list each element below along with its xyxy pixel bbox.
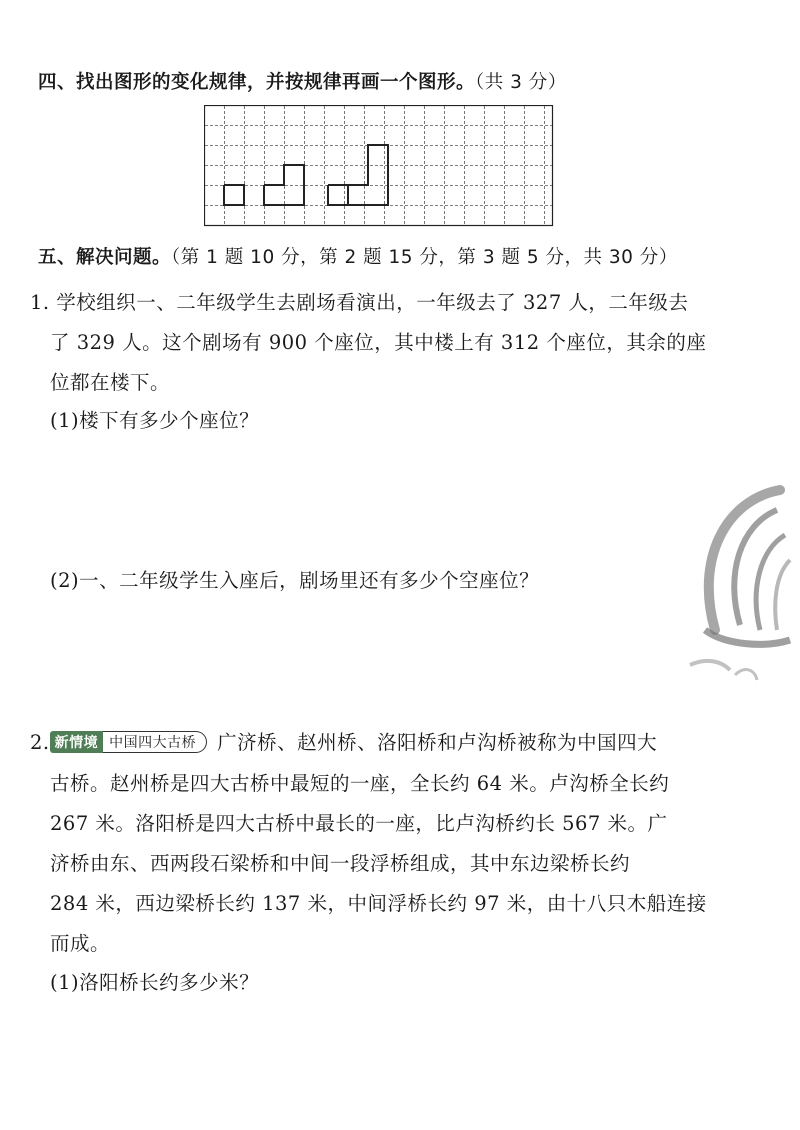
- section5-score: （第 1 题 10 分，第 2 题 15 分，第 3 题 5 分，共 30 分）: [171, 247, 678, 268]
- q2-line-5: 284 米，西边梁桥长约 137 米，中间浮桥长约 97 米，由十八只木船连接: [50, 892, 707, 915]
- topic-badge: 中国四大古桥: [103, 731, 207, 753]
- q2-first-line: [30, 727, 657, 755]
- section5-heading: [38, 243, 678, 269]
- q2-number: 2.: [30, 731, 50, 754]
- pattern-shape-1: [224, 185, 244, 205]
- q1-line-1: 1. 学校组织一、二年级学生去剧场看演出，一年级去了 327 人，二年级去: [30, 291, 689, 314]
- pattern-grid: [204, 105, 554, 231]
- q2-line-1: 广济桥、赵州桥、洛阳桥和卢沟桥被称为中国四大: [217, 731, 658, 754]
- q2-sub1: (1)洛阳桥长约多少米？: [50, 971, 260, 994]
- section4-score: （共 3 分）: [475, 72, 567, 93]
- section5-title: 五、解决问题。: [38, 247, 172, 268]
- q1-sub2: (2)一、二年级学生入座后，剧场里还有多少个空座位？: [50, 569, 540, 592]
- brush-illustration-svg: [685, 480, 795, 695]
- q1-sub1: (1)楼下有多少个座位？: [50, 409, 260, 432]
- pattern-shapes: [224, 145, 388, 205]
- q1-line-3: 位都在楼下。: [50, 371, 171, 394]
- new-context-badge: 新情境: [50, 731, 104, 753]
- q1-line-2: 了 329 人。这个剧场有 900 个座位，其中楼上有 312 个座位，其余的座: [50, 331, 707, 354]
- pattern-grid-svg: [204, 105, 554, 227]
- q2-line-2: 古桥。赵州桥是四大古桥中最短的一座，全长约 64 米。卢沟桥全长约: [50, 772, 670, 795]
- q2-line-6: 而成。: [50, 932, 111, 955]
- pattern-shape-2: [264, 165, 304, 205]
- brush-illustration: [685, 480, 795, 699]
- section4-title: 四、找出图形的变化规律，并按规律再画一个图形。: [38, 72, 476, 93]
- grid-lines: [205, 106, 552, 225]
- q2-line-3: 267 米。洛阳桥是四大古桥中最长的一座，比卢沟桥约长 567 米。广: [50, 812, 668, 835]
- pattern-shape-3b: [328, 145, 388, 205]
- q2-line-4: 济桥由东、西两段石梁桥和中间一段浮桥组成，其中东边梁桥长约: [50, 852, 631, 875]
- section4-heading: [38, 68, 567, 94]
- pattern-shape-3: [328, 185, 348, 205]
